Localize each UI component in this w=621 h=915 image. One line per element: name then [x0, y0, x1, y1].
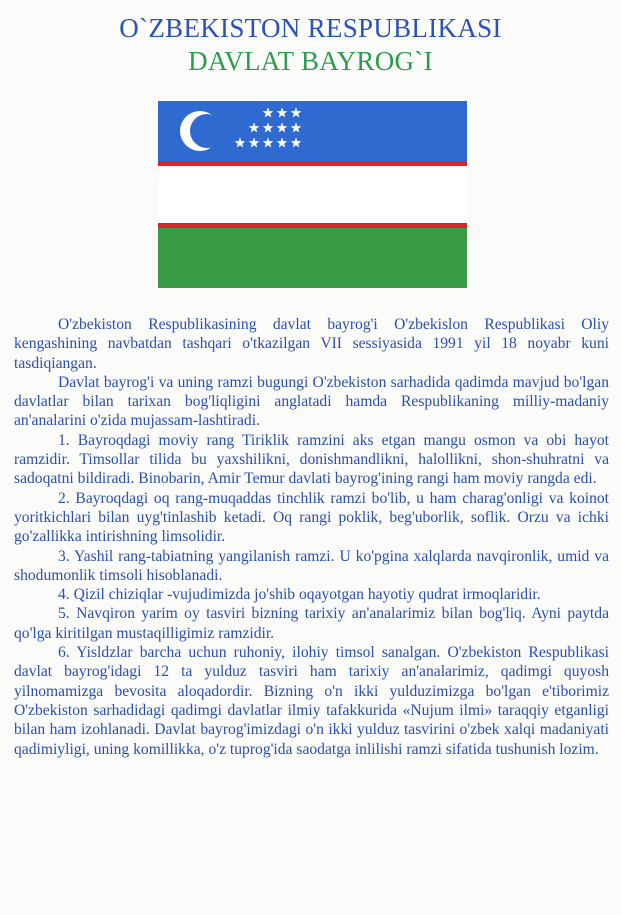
flag-red-line-bottom — [158, 223, 467, 228]
white-color-paragraph: 2. Bayroqdagi oq rang-muqaddas tinchlik ramzi bo'lib, u ham charag'onligi va koinot yoritkichlari bilan uyg'tinlashib ketadi. Oq rangi poklik, beg'uborlik, soflik. Orzu va ichki go'zallikka intirishning limsolidir. — [14, 489, 609, 546]
intro-paragraph: O'zbekiston Respublikasining davlat bayrog'i O'zbekislon Respublikasi Oliy kengashining navbatdan tashqari o'tkazilgan VII sessiyasida 1991 yil 18 noyabr kuni tasdiqiangan. — [14, 316, 609, 372]
green-color-paragraph: 3. Yashil rang-tabiatning yangilanish ramzi. U ko'pgina xalqlarda navqironlik, umid va shodumonlik timsoli hisoblanadi. — [14, 547, 609, 584]
stars-paragraph: 6. Yisldzlar barcha uchun ruhoniy, ilohiy timsol sanalgan. O'zbekiston Respublikasi davlat bayrog'idagi 12 ta yulduz tasviri ham tarixiy an'analarimiz, qadimgi quyosh yilnomamizga bevosita aloqadordir. Bizning o'n ikki yulduzimizga bo'lgan e'tiborimiz O'zbekiston sarhadidagi qadimgi davlatlar ilmiy tafakkurida «Nujum ilmi» taraqqiy etganligi bilan ham izohlanadi. Davlat bayrog'imizdagi o'n ikki yulduz tasvirini o'zbek xalqi madaniyati qadimiyligi, uning komillikka, o'z tuprog'ida saodatga inlilishi ramzi sifatida tushunish lozim. — [14, 644, 609, 758]
crescent-paragraph: 5. Navqiron yarim oy tasviri bizning tarixiy an'analarimiz bilan bog'liq. Ayni paytda qo'lga kiritilgan mustaqilligimiz ramzidir. — [14, 605, 609, 642]
flag-green-stripe — [158, 228, 467, 288]
page-title: O`ZBEKISTON RESPUBLIKASI — [119, 13, 502, 43]
flag-white-stripe — [158, 166, 467, 223]
uzbekistan-flag — [158, 101, 467, 288]
blue-color-paragraph: 1. Bayroqdagi moviy rang Tiriklik ramzini aks etgan mangu osmon va obi hayot ramzidir. Timsollar tilida bu yaxshilikni, donishmandlikni, halollikni, shon-shuhratni va sadoqatni bildiradi. Binobarin, Amir Temur davlati bayrog'ining rangi ham moviy rangda edi. — [14, 431, 609, 488]
red-lines-paragraph: 4. Qizil chiziqlar -vujudimizda jo'shib oqayotgan hayotiy qudrat irmoqlaridir. — [58, 586, 541, 604]
flag-description — [14, 315, 609, 759]
meaning-paragraph: Davlat bayrog'i va uning ramzi bugungi O'zbekiston sarhadida qadimda mavjud bo'lgan davlatlar bilan tarixan bog'liqligini anglatadi hamda Respublikaning milliy-madaniy an'analarini o'zida mujassam-lashtiradi. — [14, 373, 609, 430]
flag-red-line-top — [158, 161, 467, 166]
page-subtitle: DAVLAT BAYROG`I — [188, 46, 433, 76]
